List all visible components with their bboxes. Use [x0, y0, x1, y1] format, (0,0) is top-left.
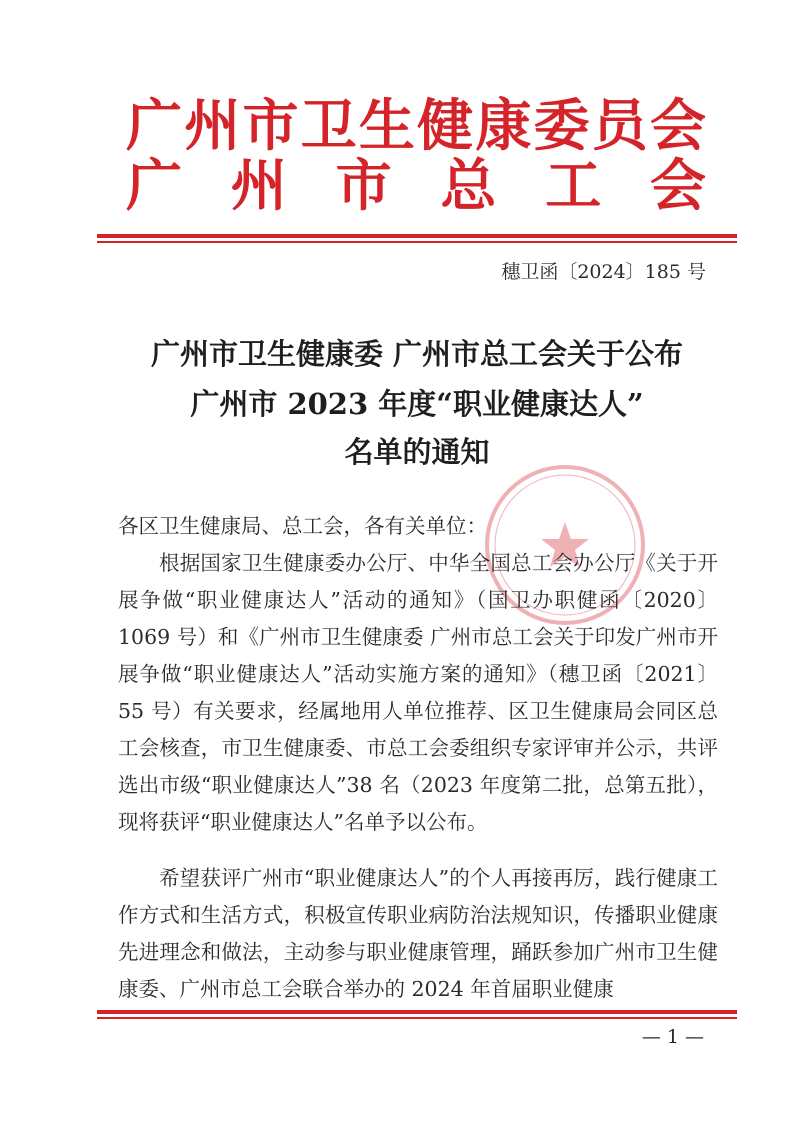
- title-line-1: 广州市卫生健康委 广州市总工会关于公布: [150, 337, 684, 371]
- letterhead-char: 会: [649, 153, 706, 219]
- letterhead-char: 会: [649, 93, 706, 159]
- letterhead-char: 市: [242, 93, 299, 159]
- page-number: — 1 —: [641, 1026, 704, 1048]
- letterhead-char: 市: [335, 153, 392, 219]
- letterhead-char: 委: [533, 93, 590, 159]
- letterhead-org-2: [126, 153, 706, 219]
- title-line-3: 名单的通知: [344, 435, 490, 469]
- letterhead-org-1: [126, 93, 706, 159]
- letterhead-char: 康: [475, 93, 532, 159]
- salutation: 各区卫生健康局、总工会，各有关单位：: [118, 514, 487, 538]
- letterhead-char: 总: [440, 153, 497, 219]
- title-line-2: 广州市 2023 年度“职业健康达人”: [190, 387, 644, 421]
- header-divider-thick: [97, 234, 737, 238]
- document-number: 穗卫函〔2024〕185 号: [501, 261, 706, 283]
- header-divider-thin: [97, 241, 737, 243]
- footer-divider-thick: [97, 1010, 737, 1014]
- letterhead-char: 州: [184, 93, 241, 159]
- body-paragraph-1: 根据国家卫生健康委办公厅、中华全国总工会办公厅《关于开展争做“职业健康达人”活动的通知》（国卫办职健函〔2020〕1069 号）和《广州市卫生健康委 广州市总工会关于印发广州市开展争做“职业健康达人”活动实施方案的通知》（穗卫函〔2021〕55 号）有关要求，经属地用人单位推荐、区卫生健康局会同区总工会核查，市卫生健康委、市总工会委组织专家评审并公示，共评选出市级“职业健康达人”38 名（2023 年度第二批，总第五批），现将获评“职业健康达人”名单予以公布。: [118, 551, 718, 834]
- letterhead-char: 州: [230, 153, 287, 219]
- letterhead-char: 广: [126, 93, 182, 159]
- body-paragraph-2: 希望获评广州市“职业健康达人”的个人再接再厉，践行健康工作方式和生活方式，积极宣传职业病防治法规知识，传播职业健康先进理念和做法，主动参与职业健康管理，踊跃参加广州市卫生健康委、广州市总工会联合举办的 2024 年首届职业健康: [118, 866, 718, 1001]
- letterhead-char: 健: [417, 93, 474, 159]
- footer-divider-thin: [97, 1017, 737, 1019]
- letterhead-char: 广: [126, 153, 182, 219]
- letterhead-char: 员: [591, 93, 648, 159]
- letterhead-char: 工: [545, 153, 602, 219]
- letterhead-char: 卫: [300, 93, 357, 159]
- letterhead-char: 生: [358, 93, 415, 159]
